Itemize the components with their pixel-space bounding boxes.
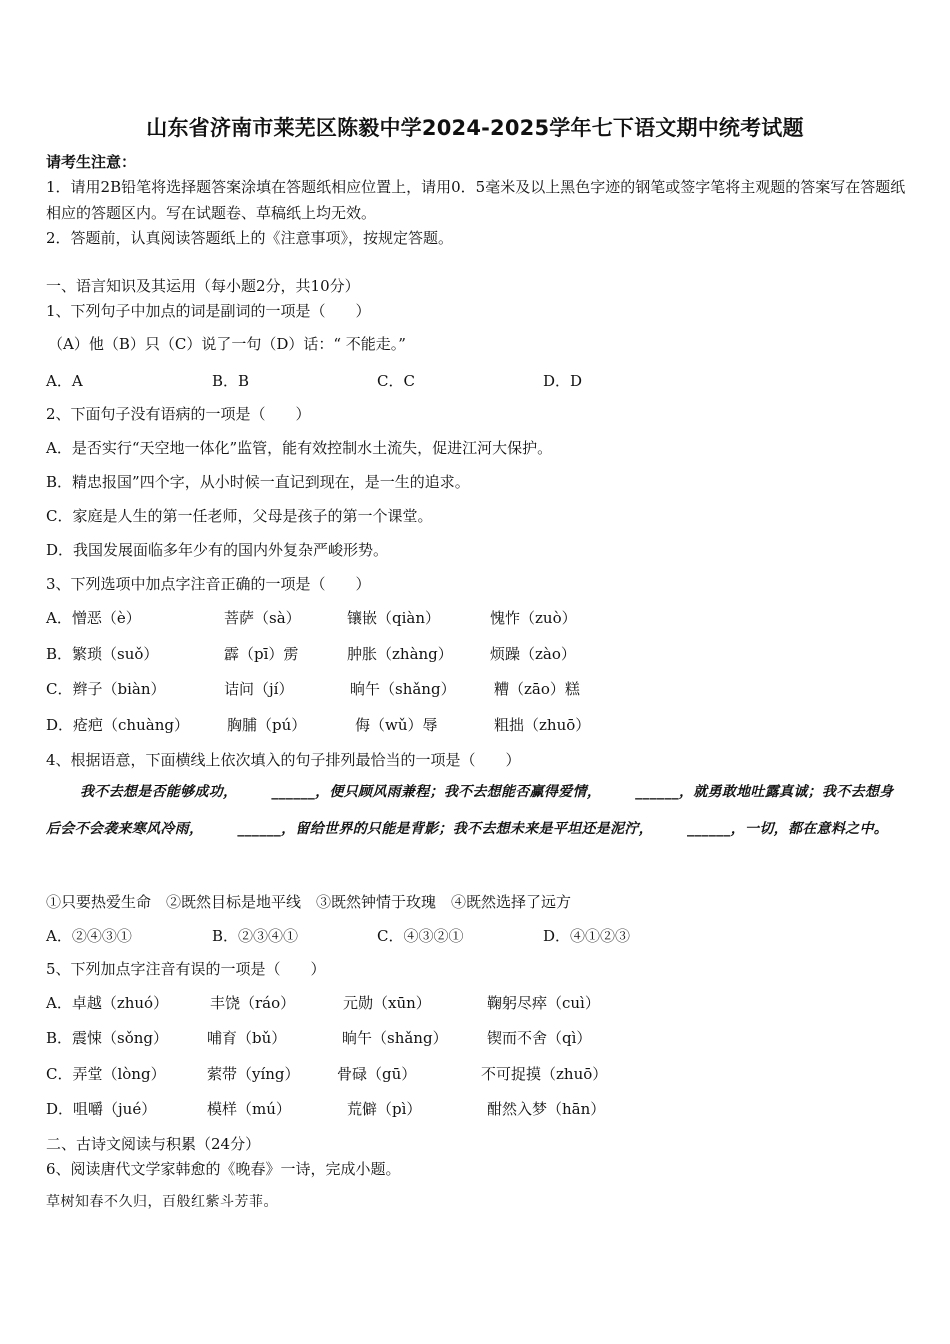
question-5-b-2: 哺育（bǔ） <box>207 1029 287 1047</box>
question-3-a-3: 镶嵌（qiàn） <box>347 609 441 627</box>
question-2-option-d: D．我国发展面临多年少有的国内外复杂严峻形势。 <box>46 541 389 559</box>
answer-blank-2: ______ <box>635 784 679 800</box>
question-3-c-2: 诘问（jí） <box>224 680 294 698</box>
question-5-c-1: C．弄堂（lòng） <box>46 1065 166 1083</box>
question-1-sentence: （A）他（B）只（C）说了一句（D）话：“ 不能走。” <box>48 335 406 353</box>
answer-blank-1: ______ <box>271 784 316 800</box>
question-4-option-d: D．④①②③ <box>543 927 631 945</box>
question-5-stem: 5、下列加点字注音有误的一项是（ ） <box>46 960 326 978</box>
question-3-a-4: 愧怍（zuò） <box>490 609 577 627</box>
question-5-c-2: 萦带（yíng） <box>207 1065 300 1083</box>
question-5-b-1: B．震悚（sǒng） <box>46 1029 169 1047</box>
question-2-stem: 2、下面句子没有语病的一项是（ ） <box>46 405 311 423</box>
notice-item-1: 1．请用2B铅笔将选择题答案涂填在答题纸相应位置上，请用0．5毫米及以上黑色字迹的钢笔或签字笔将主观题的答案写在答题纸相应的答题区内。写在试题卷、草稿纸上均无效。 <box>46 178 906 222</box>
poem-line-1: 草树知春不久归，百般红紫斗芳菲。 <box>46 1194 278 1210</box>
page-title: 山东省济南市莱芜区陈毅中学2024-2025学年七下语文期中统考试题 <box>146 116 804 140</box>
passage-part-2: ，便只顾风雨兼程；我不去想能否赢得爱情， <box>315 784 602 800</box>
question-5-d-1: D．咀嚼（jué） <box>46 1100 157 1118</box>
answer-blank-3: ______ <box>237 821 282 837</box>
question-5-c-4: 不可捉摸（zhuō） <box>481 1065 608 1083</box>
question-5-b-4: 锲而不舍（qì） <box>487 1029 592 1047</box>
question-4-passage <box>46 774 904 848</box>
question-3-b-2: 霹（pī）雳 <box>224 645 299 663</box>
question-2-option-a: A．是否实行“天空地一体化”监管，能有效控制水土流失，促进江河大保护。 <box>46 439 553 457</box>
notice-heading: 请考生注意： <box>46 153 137 171</box>
question-1-option-b: B．B <box>212 372 250 390</box>
question-5-d-4: 酣然入梦（hān） <box>487 1100 606 1118</box>
passage-part-5: ，一切，都在意料之中。 <box>730 821 889 837</box>
question-5-c-3: 骨碌（gū） <box>337 1065 417 1083</box>
question-5-d-2: 模样（mú） <box>207 1100 291 1118</box>
question-3-a-1: A．憎恶（è） <box>46 609 141 627</box>
question-3-d-4: 粗拙（zhuō） <box>494 716 591 734</box>
question-3-b-3: 肿胀（zhàng） <box>347 645 453 663</box>
question-1-option-a: A．A <box>46 372 83 390</box>
answer-blank-4: ______ <box>686 821 731 837</box>
question-6-stem: 6、阅读唐代文学家韩愈的《晚春》一诗，完成小题。 <box>46 1160 401 1178</box>
question-1-option-c: C．C <box>377 372 415 390</box>
question-5-a-4: 鞠躬尽瘁（cuì） <box>487 994 600 1012</box>
question-3-b-1: B．繁琐（suǒ） <box>46 645 159 663</box>
question-3-c-4: 糟（zāo）糕 <box>494 680 580 698</box>
passage-part-4: ，留给世界的只能是背影；我不去想未来是平坦还是泥泞， <box>281 821 653 837</box>
question-1-option-d: D．D <box>543 372 583 390</box>
question-1-stem: 1、下列句子中加点的词是副词的一项是（ ） <box>46 302 371 320</box>
question-4-option-c: C．④③②① <box>377 927 464 945</box>
question-3-d-1: D．疮疤（chuàng） <box>46 716 189 734</box>
section-2-heading: 二、古诗文阅读与积累（24分） <box>46 1135 261 1153</box>
question-5-a-2: 丰饶（ráo） <box>210 994 296 1012</box>
question-5-a-3: 元勋（xūn） <box>343 994 431 1012</box>
question-3-d-3: 侮（wǔ）辱 <box>355 716 438 734</box>
question-4-stem: 4、根据语意，下面横线上依次填入的句子排列最恰当的一项是（ ） <box>46 751 521 769</box>
question-5-d-3: 荒僻（pì） <box>347 1100 422 1118</box>
question-2-option-b: B．精忠报国”四个字，从小时候一直记到现在，是一生的追求。 <box>46 473 470 491</box>
question-4-choices: ①只要热爱生命 ②既然目标是地平线 ③既然钟情于玫瑰 ④既然选择了远方 <box>46 893 572 911</box>
question-3-a-2: 菩萨（sà） <box>224 609 301 627</box>
passage-part-1: 我不去想是否能够成功， <box>80 784 238 800</box>
question-5-a-1: A．卓越（zhuó） <box>46 994 169 1012</box>
question-5-b-3: 晌午（shǎng） <box>342 1029 448 1047</box>
question-4-option-a: A．②④③① <box>46 927 132 945</box>
question-3-c-1: C．辫子（biàn） <box>46 680 166 698</box>
question-3-stem: 3、下列选项中加点字注音正确的一项是（ ） <box>46 575 371 593</box>
passage-part-3: ，就勇敢地吐露真诚；我不去想身后会不会袭来寒风冷雨， <box>46 784 894 837</box>
question-3-c-3: 晌午（shǎng） <box>350 680 456 698</box>
notice-item-2: 2．答题前，认真阅读答题纸上的《注意事项》，按规定答题。 <box>46 229 454 247</box>
question-4-option-b: B．②③④① <box>212 927 299 945</box>
question-2-option-c: C．家庭是人生的第一任老师，父母是孩子的第一个课堂。 <box>46 507 433 525</box>
question-3-b-4: 烦躁（zào） <box>490 645 576 663</box>
question-3-d-2: 胸脯（pú） <box>227 716 307 734</box>
section-1-heading: 一、语言知识及其运用（每小题2分，共10分） <box>46 277 360 295</box>
